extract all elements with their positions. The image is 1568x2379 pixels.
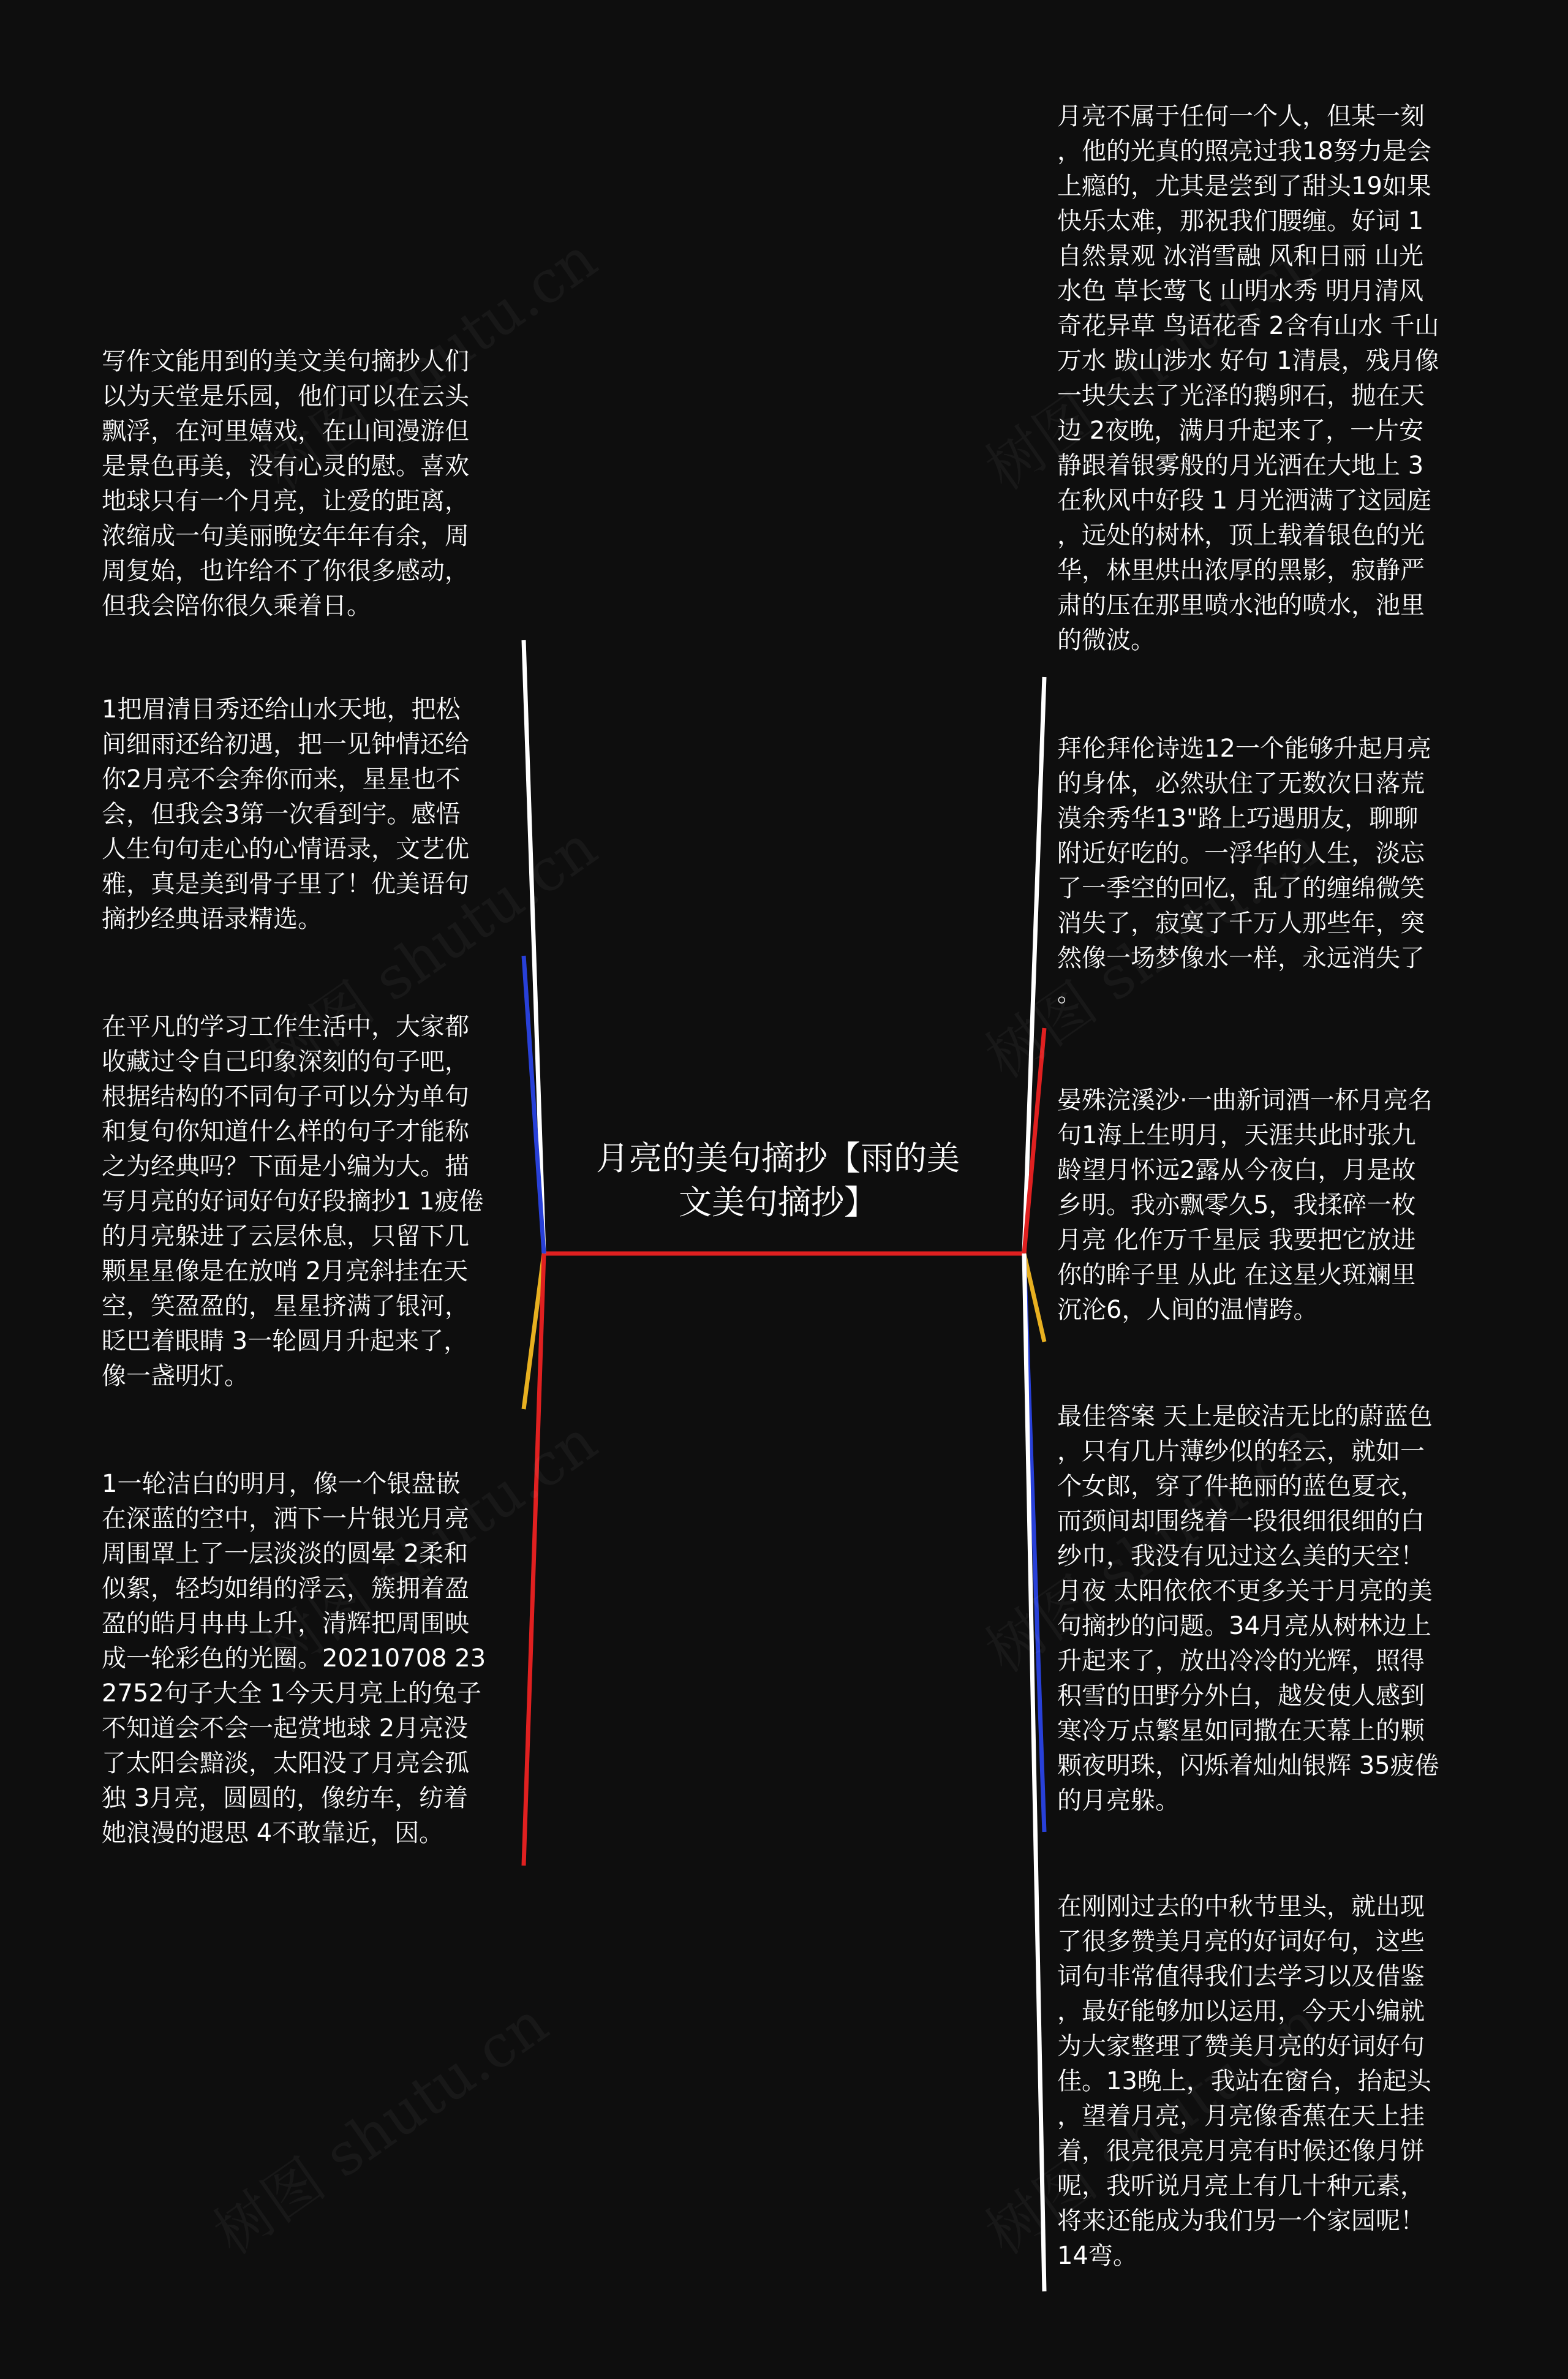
topic-node-left-2[interactable]: 1把眉清目秀还给山水天地，把松 间细雨还给初遇，把一见钟情还给 你2月亮不会奔你而来，星星也不 会，但我会3第一次看到宇。感悟 人生句句走心的心情语录，文艺优 雅，真是美到骨子里了！优美语句 摘抄经典语录精选。 xyxy=(102,695,469,933)
topic-node-right-4[interactable]: 最佳答案 天上是皎洁无比的蔚蓝色 ，只有几片薄纱似的轻云，就如一 个女郎，穿了件艳丽的蓝色夏衣， 而颈间却围绕着一段很细很细的白 纱巾，我没有见过这么美的天空！ 月夜 太阳依依不更多关于月亮的美 句摘抄的问题。34月亮从树林边上 升起来了，放出冷冷的光辉，照得 积雪的田野分外白，越发使人感到 寒冷万点繁星如同撒在天幕上的颗 颗夜明珠，闪烁着灿灿银辉 35疲倦 的月亮躲。 xyxy=(1057,1402,1439,1815)
topic-node-right-5[interactable]: 在刚刚过去的中秋节里头，就出现 了很多赞美月亮的好词好句，这些 词句非常值得我们去学习以及借鉴 ，最好能够加以运用，今天小编就 为大家整理了赞美月亮的好词好句 佳。13晚上，我站在窗台，抬起头 ，望着月亮，月亮像香蕉在天上挂 着，很亮很亮月亮有时候还像月饼 呢，我听说月亮上有几十种元素， 将来还能成为我们另一个家园呢！ 14弯。 xyxy=(1057,1893,1431,2270)
central-topic[interactable]: 月亮的美句摘抄【雨的美 文美句摘抄】 xyxy=(596,1139,960,1222)
branch-right-1 xyxy=(1024,677,1044,1254)
topic-node-left-4[interactable]: 1一轮洁白的明月，像一个银盘嵌 在深蓝的空中，洒下一片银光月亮 周围罩上了一层淡淡的圆晕 2柔和 似絮，轻均如绢的浮云，簇拥着盈 盈的皓月冉冉上升，清辉把周围映 成一轮彩色的光圈。20210708 23 2752句子大全 1今天月亮上的兔子 不知道会不会一起赏地球 2月亮没 了太阳会黯淡，太阳没了月亮会孤 独 3月亮，圆圆的，像纺车，纺着 她浪漫的遐思 4不敢靠近，因。 xyxy=(102,1470,486,1847)
topic-node-left-1[interactable]: 写作文能用到的美文美句摘抄人们 以为天堂是乐园，他们可以在云头 飘浮，在河里嬉戏，在山间漫游但 是景色再美，没有心灵的慰。喜欢 地球只有一个月亮，让爱的距离， 浓缩成一句美丽晚安年年有余，周 周复始，也许给不了你很多感动， 但我会陪你很久乘着日。 xyxy=(102,347,469,620)
topic-node-right-2[interactable]: 拜伦拜伦诗选12一个能够升起月亮 的身体，必然驮住了无数次日落荒 漠余秀华13"路上巧遇朋友，聊聊 附近好吃的。一浮华的人生，淡忘 了一季空的回忆，乱了的缠绵微笑 消失了，寂寞了千万人那些年，突 然像一场梦像水一样，永远消失了 。 xyxy=(1057,735,1431,1007)
topic-node-right-3[interactable]: 晏殊浣溪沙·一曲新词酒一杯月亮名 句1海上生明月，天涯共此时张九 龄望月怀远2露从今夜白，月是故 乡明。我亦飘零久5，我揉碎一枚 月亮 化作万千星辰 我要把它放进 你的眸子里 从此 在这星火斑斓里 沉沦6，人间的温情跨。 xyxy=(1057,1086,1433,1324)
topic-node-left-3[interactable]: 在平凡的学习工作生活中，大家都 收藏过令自己印象深刻的句子吧， 根据结构的不同句子可以分为单句 和复句你知道什么样的句子才能称 之为经典吗？下面是小编为大。描 写月亮的好词好句好段摘抄1 1疲倦 的月亮躲进了云层休息，只留下几 颗星星像是在放哨 2月亮斜挂在天 空，笑盈盈的，星星挤满了银河， 眨巴着眼睛 3一轮圆月升起来了， 像一盏明灯。 xyxy=(102,1013,484,1390)
branch-left-1 xyxy=(524,640,544,1254)
topic-node-right-1[interactable]: 月亮不属于任何一个人，但某一刻 ，他的光真的照亮过我18努力是会 上瘾的，尤其是尝到了甜头19如果 快乐太难，那祝我们腰缠。好词 1 自然景观 冰消雪融 风和日丽 山光 水色 草长莺飞 山明水秀 明月清风 奇花异草 鸟语花香 2含有山水 千山 万水 跋山涉水 好句 1清晨，残月像 一块失去了光泽的鹅卵石，抛在天 边 2夜晚，满月升起来了，一片安 静跟着银雾般的月光洒在大地上 3 在秋风中好段 1 月光洒满了这园庭 ，远处的树林，顶上载着银色的光 华，林里烘出浓厚的黑影，寂静严 肃的压在那里喷水池的喷水，池里 的微波。 xyxy=(1057,102,1439,654)
